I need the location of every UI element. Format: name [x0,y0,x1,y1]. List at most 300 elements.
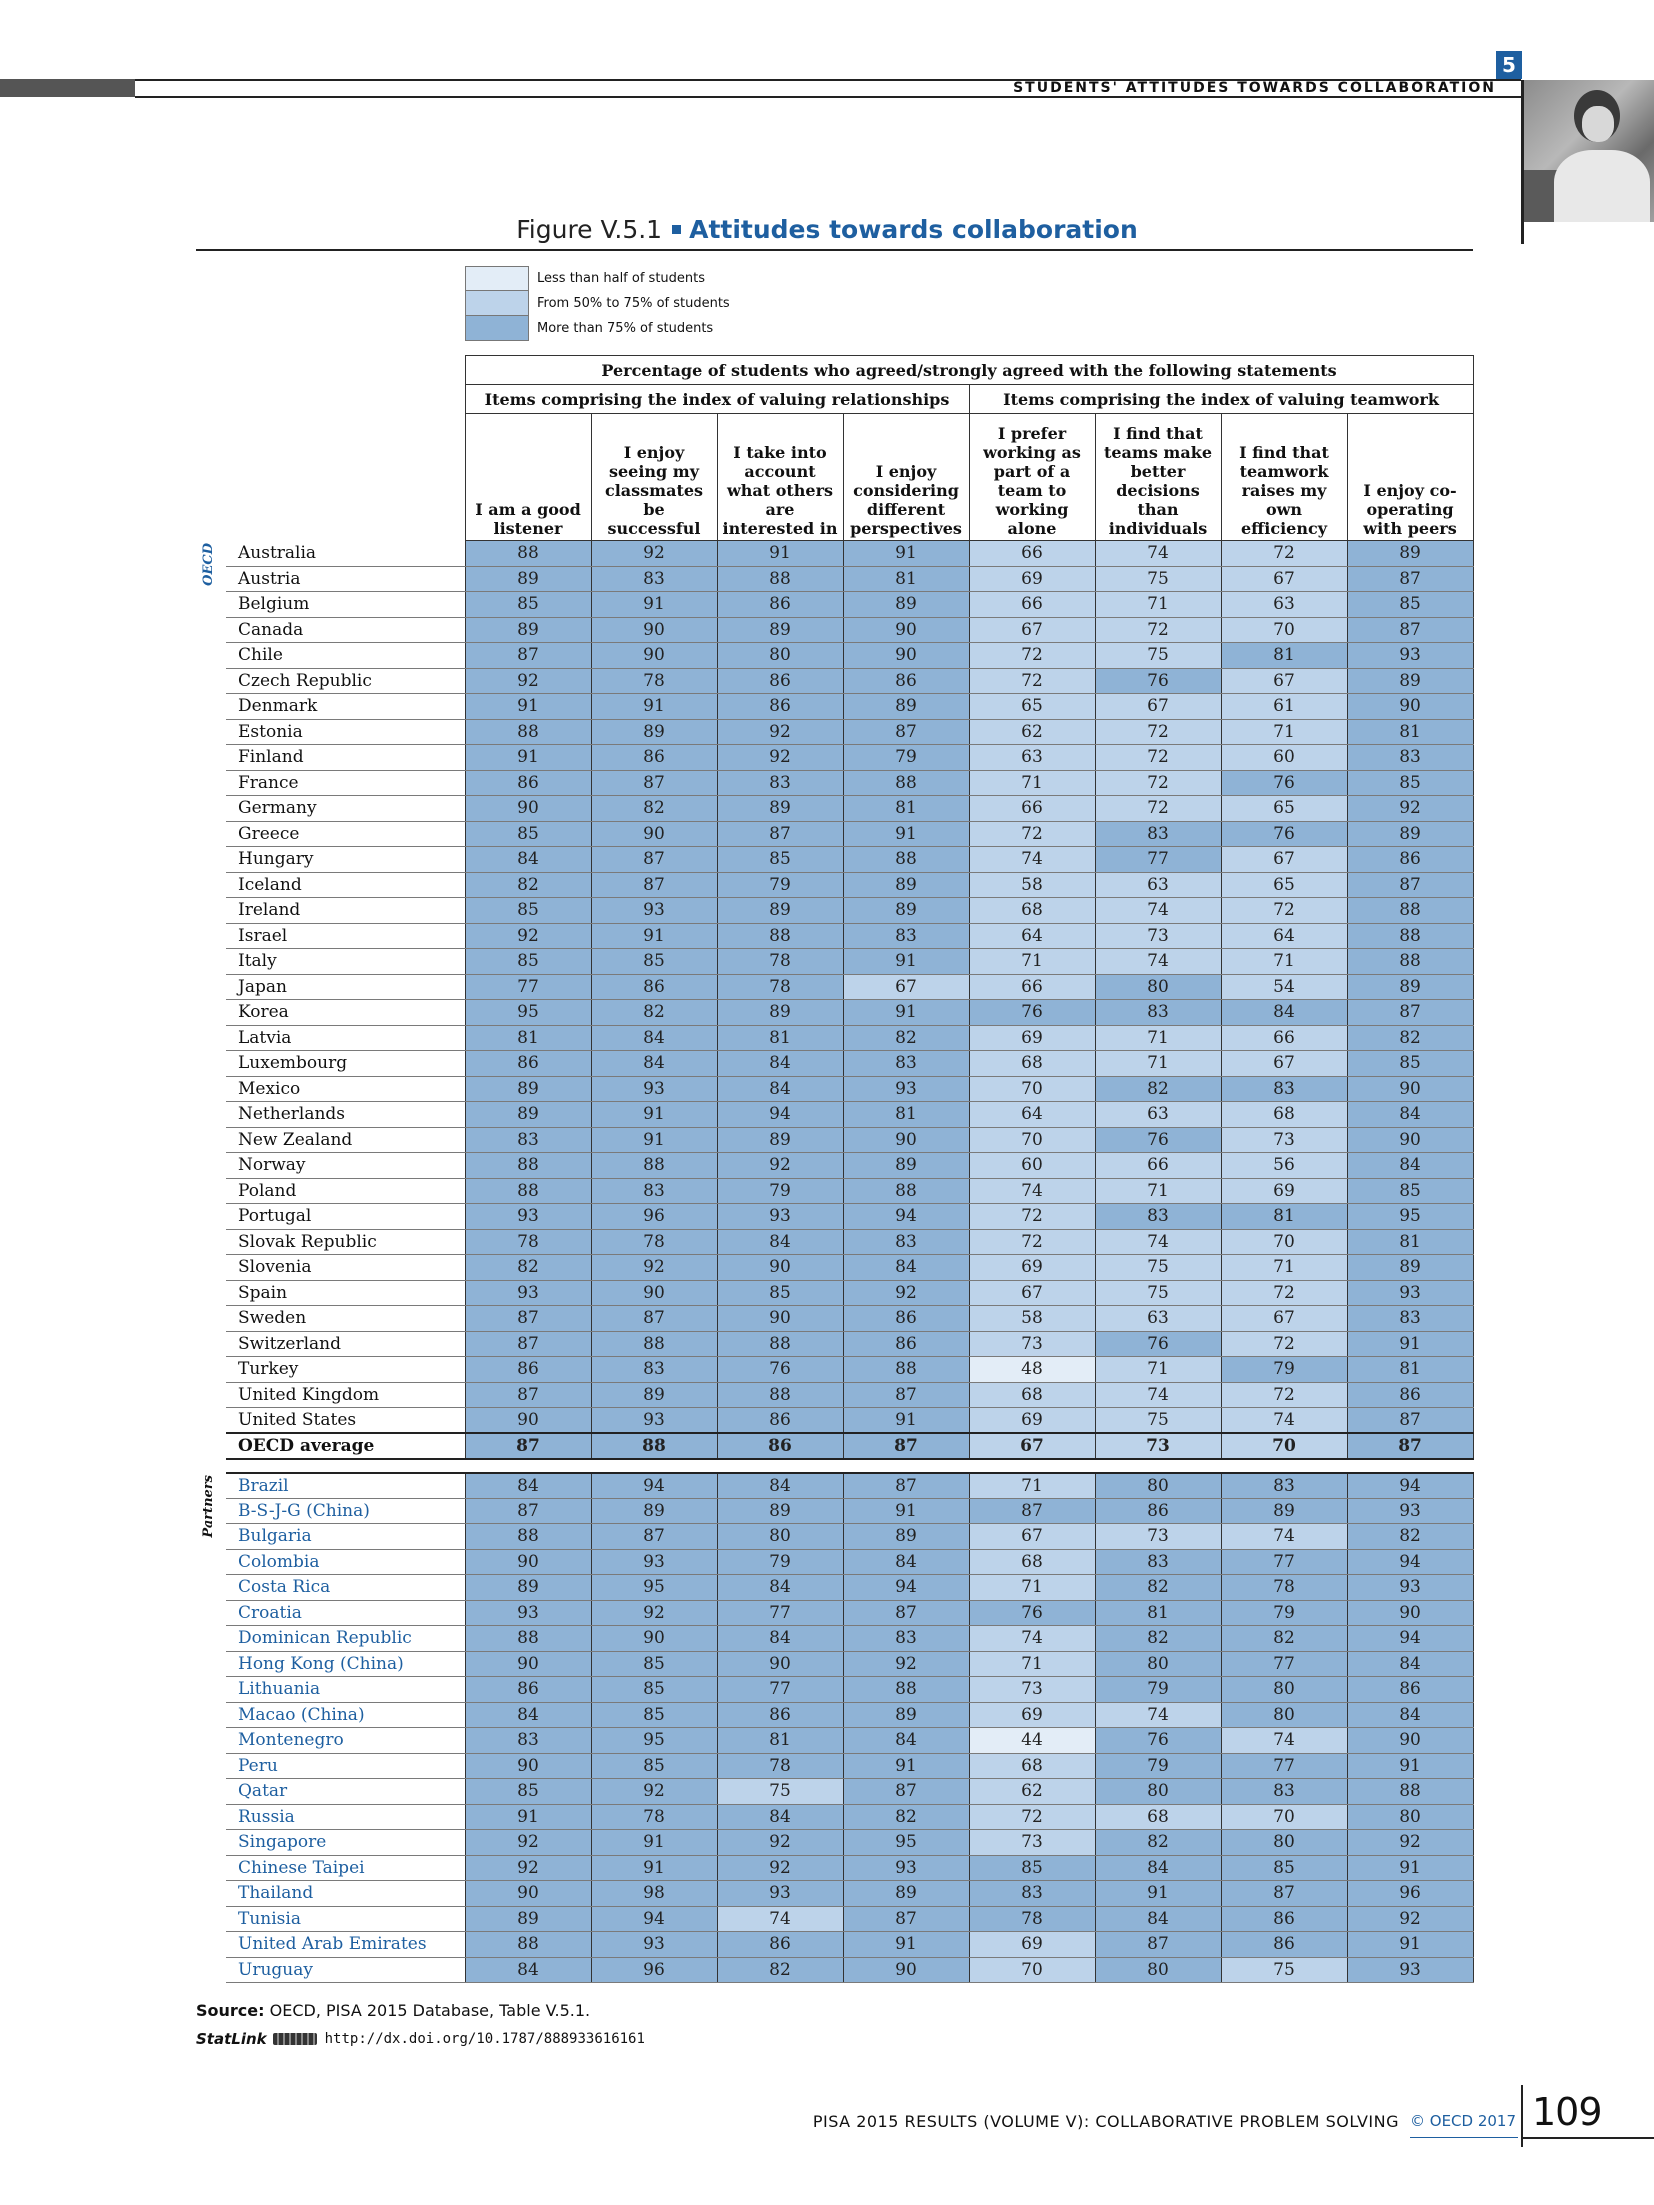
value-cell: 91 [1347,1932,1473,1958]
value-cell: 81 [1347,1229,1473,1255]
value-cell: 93 [1347,1280,1473,1306]
value-cell: 82 [1095,1626,1221,1652]
value-cell: 88 [843,1178,969,1204]
value-cell: 89 [465,566,591,592]
value-cell: 72 [969,1204,1095,1230]
value-cell: 74 [1221,1728,1347,1754]
value-cell: 84 [465,847,591,873]
value-cell: 86 [1221,1932,1347,1958]
table-row [196,1753,1473,1779]
footer-publication-title: PISA 2015 RESULTS (VOLUME V): COLLABORATIVE PROBLEM SOLVING [812,2112,1399,2131]
value-cell: 58 [969,1306,1095,1332]
value-cell: 86 [717,1702,843,1728]
value-cell: 91 [1347,1753,1473,1779]
value-cell: 98 [591,1881,717,1907]
value-cell: 72 [1221,541,1347,567]
value-cell: 72 [1095,745,1221,771]
table-row [196,847,1473,873]
header-blank [196,356,465,385]
value-cell: 74 [1095,898,1221,924]
value-cell: 91 [843,1498,969,1524]
value-cell: 94 [1347,1549,1473,1575]
value-cell: 85 [465,949,591,975]
value-cell: 77 [465,974,591,1000]
value-cell: 68 [969,1382,1095,1408]
value-cell: 93 [591,898,717,924]
value-cell: 78 [591,1804,717,1830]
country-name: Netherlands [226,1102,465,1128]
value-cell: 90 [591,643,717,669]
value-cell: 86 [1347,847,1473,873]
value-cell: 88 [591,1153,717,1179]
value-cell: 83 [843,1051,969,1077]
value-cell: 81 [1095,1600,1221,1626]
table-row [196,1280,1473,1306]
country-name: United Arab Emirates [226,1932,465,1958]
value-cell: 87 [843,1473,969,1499]
value-cell: 70 [1221,1229,1347,1255]
table-row [196,566,1473,592]
legend-swatch-mid [465,291,529,316]
value-cell: 93 [591,1549,717,1575]
value-cell: 89 [465,617,591,643]
value-cell: 87 [465,1498,591,1524]
value-cell: 69 [969,1025,1095,1051]
value-cell: 87 [591,847,717,873]
value-cell: 90 [1347,694,1473,720]
value-cell: 90 [465,1408,591,1434]
value-cell: 74 [969,1626,1095,1652]
value-cell: 71 [969,1575,1095,1601]
value-cell: 81 [465,1025,591,1051]
country-name: Hong Kong (China) [226,1651,465,1677]
value-cell: 81 [1347,1357,1473,1383]
table-row [196,643,1473,669]
value-cell: 66 [969,974,1095,1000]
value-cell: 86 [465,1677,591,1703]
value-cell: 81 [843,796,969,822]
value-cell: 84 [465,1473,591,1499]
value-cell: 87 [1095,1932,1221,1958]
table-row [196,974,1473,1000]
legend [465,266,730,341]
value-cell: 84 [843,1255,969,1281]
value-cell: 58 [969,872,1095,898]
value-cell: 91 [843,1753,969,1779]
value-cell: 89 [843,1153,969,1179]
value-cell: 93 [717,1881,843,1907]
value-cell: 93 [1347,643,1473,669]
value-cell: 88 [717,923,843,949]
source-label: Source: [196,2001,265,2020]
value-cell: 82 [1095,1830,1221,1856]
value-cell: 67 [843,974,969,1000]
value-cell: 71 [1221,719,1347,745]
value-cell: 89 [717,1127,843,1153]
country-name: Czech Republic [226,668,465,694]
table-row [196,1025,1473,1051]
value-cell: 82 [591,1000,717,1026]
value-cell: 63 [1095,872,1221,898]
country-name: Portugal [226,1204,465,1230]
value-cell: 93 [1347,1498,1473,1524]
value-cell: 91 [843,1000,969,1026]
photo-face-shape [1582,106,1614,142]
value-cell: 91 [591,1830,717,1856]
value-cell: 90 [465,1651,591,1677]
value-cell: 77 [1221,1651,1347,1677]
table-row [196,1498,1473,1524]
value-cell: 90 [591,617,717,643]
value-cell: 83 [717,770,843,796]
value-cell: 85 [1347,1051,1473,1077]
value-cell: 76 [1095,668,1221,694]
value-cell: 86 [843,1306,969,1332]
table-main-header: Percentage of students who agreed/strongly agreed with the following statements [465,356,1473,385]
value-cell: 84 [1095,1906,1221,1932]
value-cell: 78 [969,1906,1095,1932]
value-cell: 87 [465,1382,591,1408]
group-side-label: OECD [201,542,216,586]
value-cell: 82 [1221,1626,1347,1652]
country-name: Brazil [226,1473,465,1499]
value-cell: 81 [843,1102,969,1128]
header-gray-bar [0,79,135,97]
table-row [196,1153,1473,1179]
value-cell: 74 [1095,1229,1221,1255]
value-cell: 91 [591,592,717,618]
value-cell: 83 [591,1357,717,1383]
value-cell: 81 [1221,643,1347,669]
column-header: I enjoy considering different perspectives [843,414,969,541]
value-cell: 84 [591,1025,717,1051]
value-cell: 76 [1221,821,1347,847]
value-cell: 88 [843,847,969,873]
value-cell: 87 [1347,566,1473,592]
table-row [196,898,1473,924]
column-header: I prefer working as part of a team to working alone [969,414,1095,541]
value-cell: 67 [1221,847,1347,873]
table-row [196,1779,1473,1805]
table-row [196,923,1473,949]
value-cell: 88 [1347,1779,1473,1805]
value-cell: 90 [1347,1076,1473,1102]
value-cell: 89 [591,719,717,745]
country-name: Costa Rica [226,1575,465,1601]
table-row [196,770,1473,796]
value-cell: 82 [1347,1524,1473,1550]
value-cell: 96 [591,1957,717,1983]
value-cell: 85 [465,821,591,847]
header-blank [196,385,465,414]
value-cell: 72 [1221,1331,1347,1357]
value-cell: 67 [969,1433,1095,1459]
value-cell: 84 [1347,1153,1473,1179]
value-cell: 67 [1221,1051,1347,1077]
country-name: Spain [226,1280,465,1306]
value-cell: 70 [969,1076,1095,1102]
table-row [196,1331,1473,1357]
value-cell: 56 [1221,1153,1347,1179]
country-name: Germany [226,796,465,822]
data-table-wrapper [196,355,1473,1983]
value-cell: 79 [717,872,843,898]
value-cell: 65 [1221,796,1347,822]
value-cell: 93 [591,1408,717,1434]
table-row [196,1051,1473,1077]
value-cell: 87 [843,1382,969,1408]
value-cell: 92 [465,1855,591,1881]
value-cell: 67 [969,1280,1095,1306]
table-row [196,872,1473,898]
value-cell: 92 [1347,1830,1473,1856]
value-cell: 86 [717,668,843,694]
value-cell: 66 [969,541,1095,567]
value-cell: 82 [465,872,591,898]
value-cell: 48 [969,1357,1095,1383]
value-cell: 93 [1347,1575,1473,1601]
country-name: Thailand [226,1881,465,1907]
value-cell: 89 [843,592,969,618]
value-cell: 91 [843,821,969,847]
figure-title [0,215,1654,244]
value-cell: 72 [969,1804,1095,1830]
value-cell: 64 [969,1102,1095,1128]
value-cell: 91 [591,1102,717,1128]
value-cell: 92 [717,1153,843,1179]
value-cell: 83 [843,923,969,949]
value-cell: 84 [717,1076,843,1102]
value-cell: 80 [1221,1677,1347,1703]
value-cell: 67 [1221,668,1347,694]
country-name: Chile [226,643,465,669]
country-name: Hungary [226,847,465,873]
value-cell: 77 [1095,847,1221,873]
value-cell: 71 [1095,1025,1221,1051]
value-cell: 86 [1347,1382,1473,1408]
value-cell: 74 [1095,1702,1221,1728]
statlink[interactable] [196,2030,645,2048]
value-cell: 74 [1221,1408,1347,1434]
value-cell: 92 [717,1830,843,1856]
value-cell: 85 [1347,592,1473,618]
value-cell: 73 [969,1830,1095,1856]
value-cell: 68 [969,1549,1095,1575]
value-cell: 78 [591,668,717,694]
value-cell: 87 [1221,1881,1347,1907]
value-cell: 67 [1095,694,1221,720]
value-cell: 91 [1347,1855,1473,1881]
value-cell: 94 [1347,1473,1473,1499]
value-cell: 85 [591,1702,717,1728]
value-cell: 68 [969,898,1095,924]
value-cell: 54 [1221,974,1347,1000]
value-cell: 87 [591,1306,717,1332]
value-cell: 83 [1347,745,1473,771]
value-cell: 96 [591,1204,717,1230]
value-cell: 89 [717,1498,843,1524]
value-cell: 82 [843,1804,969,1830]
country-name: Japan [226,974,465,1000]
value-cell: 74 [1095,949,1221,975]
value-cell: 76 [1095,1331,1221,1357]
table-row [196,1651,1473,1677]
value-cell: 77 [1221,1549,1347,1575]
value-cell: 94 [591,1906,717,1932]
column-header: I find that teamwork raises my own efficiency [1221,414,1347,541]
table-row [196,949,1473,975]
country-name: Luxembourg [226,1051,465,1077]
country-name: Turkey [226,1357,465,1383]
column-header: I am a good listener [465,414,591,541]
value-cell: 88 [465,719,591,745]
value-cell: 88 [465,1524,591,1550]
value-cell: 87 [465,1306,591,1332]
country-name: Macao (China) [226,1702,465,1728]
value-cell: 71 [969,1473,1095,1499]
value-cell: 66 [1095,1153,1221,1179]
value-cell: 70 [969,1957,1095,1983]
value-cell: 83 [843,1229,969,1255]
figure-label: Figure V.5.1 [516,215,663,244]
value-cell: 93 [591,1076,717,1102]
value-cell: 82 [843,1025,969,1051]
table-row [196,1102,1473,1128]
photo-body-shape [1554,150,1650,222]
value-cell: 92 [1347,1906,1473,1932]
value-cell: 76 [1095,1127,1221,1153]
header-photo [1521,80,1654,222]
table-row [196,694,1473,720]
legend-swatch-low [465,266,529,291]
value-cell: 72 [1095,617,1221,643]
country-name: Norway [226,1153,465,1179]
value-cell: 78 [717,974,843,1000]
value-cell: 93 [465,1600,591,1626]
value-cell: 89 [465,1906,591,1932]
value-cell: 94 [843,1204,969,1230]
value-cell: 82 [465,1255,591,1281]
value-cell: 86 [591,974,717,1000]
value-cell: 90 [843,1127,969,1153]
country-name: Latvia [226,1025,465,1051]
group-side-cell [196,1473,226,1983]
value-cell: 80 [1095,1779,1221,1805]
value-cell: 91 [591,1127,717,1153]
group-header-relationships: Items comprising the index of valuing relationships [465,385,969,414]
country-name: Estonia [226,719,465,745]
legend-item-high [465,316,730,341]
value-cell: 88 [591,1331,717,1357]
value-cell: 62 [969,1779,1095,1805]
country-name: Mexico [226,1076,465,1102]
value-cell: 84 [1095,1855,1221,1881]
value-cell: 67 [969,1524,1095,1550]
column-header: I take into account what others are interested in [717,414,843,541]
value-cell: 91 [1095,1881,1221,1907]
value-cell: 71 [1221,949,1347,975]
value-cell: 93 [1347,1957,1473,1983]
country-name: United Kingdom [226,1382,465,1408]
country-name: New Zealand [226,1127,465,1153]
value-cell: 87 [591,1524,717,1550]
country-name: Switzerland [226,1331,465,1357]
value-cell: 90 [465,1881,591,1907]
figure-heading: Attitudes towards collaboration [689,215,1138,244]
value-cell: 88 [465,1932,591,1958]
value-cell: 86 [1347,1677,1473,1703]
legend-item-low [465,266,730,291]
value-cell: 91 [1347,1331,1473,1357]
value-cell: 87 [843,1779,969,1805]
value-cell: 73 [1095,1433,1221,1459]
value-cell: 70 [1221,617,1347,643]
value-cell: 75 [717,1779,843,1805]
value-cell: 93 [843,1855,969,1881]
value-cell: 83 [1095,1204,1221,1230]
value-cell: 86 [843,668,969,694]
value-cell: 71 [969,770,1095,796]
value-cell: 77 [717,1600,843,1626]
value-cell: 80 [1095,1473,1221,1499]
value-cell: 87 [1347,617,1473,643]
table-row [196,1433,1473,1459]
value-cell: 89 [843,1702,969,1728]
value-cell: 68 [969,1051,1095,1077]
value-cell: 72 [1095,770,1221,796]
value-cell: 87 [591,770,717,796]
value-cell: 76 [969,1000,1095,1026]
country-name: B-S-J-G (China) [226,1498,465,1524]
value-cell: 76 [1095,1728,1221,1754]
value-cell: 86 [1095,1498,1221,1524]
value-cell: 86 [717,694,843,720]
table-row [196,796,1473,822]
value-cell: 78 [717,949,843,975]
value-cell: 85 [465,898,591,924]
value-cell: 71 [1095,1357,1221,1383]
value-cell: 84 [465,1957,591,1983]
value-cell: 85 [717,847,843,873]
value-cell: 80 [1221,1830,1347,1856]
table-row [196,1830,1473,1856]
country-name: France [226,770,465,796]
value-cell: 81 [717,1025,843,1051]
value-cell: 67 [1221,566,1347,592]
value-cell: 92 [465,668,591,694]
country-name: Slovenia [226,1255,465,1281]
value-cell: 72 [1221,1382,1347,1408]
value-cell: 88 [717,1382,843,1408]
value-cell: 80 [1095,1957,1221,1983]
value-cell: 69 [969,1255,1095,1281]
value-cell: 87 [843,719,969,745]
value-cell: 88 [843,1677,969,1703]
table-row [196,1382,1473,1408]
value-cell: 90 [1347,1728,1473,1754]
value-cell: 94 [591,1473,717,1499]
value-cell: 86 [717,1932,843,1958]
source-text: OECD, PISA 2015 Database, Table V.5.1. [269,2001,591,2020]
value-cell: 85 [1347,770,1473,796]
table-row [196,1600,1473,1626]
statlink-url[interactable]: http://dx.doi.org/10.1787/888933616161 [324,2031,645,2047]
value-cell: 89 [843,872,969,898]
table-row [196,1524,1473,1550]
value-cell: 71 [1221,1255,1347,1281]
table-row [196,1357,1473,1383]
value-cell: 82 [717,1957,843,1983]
